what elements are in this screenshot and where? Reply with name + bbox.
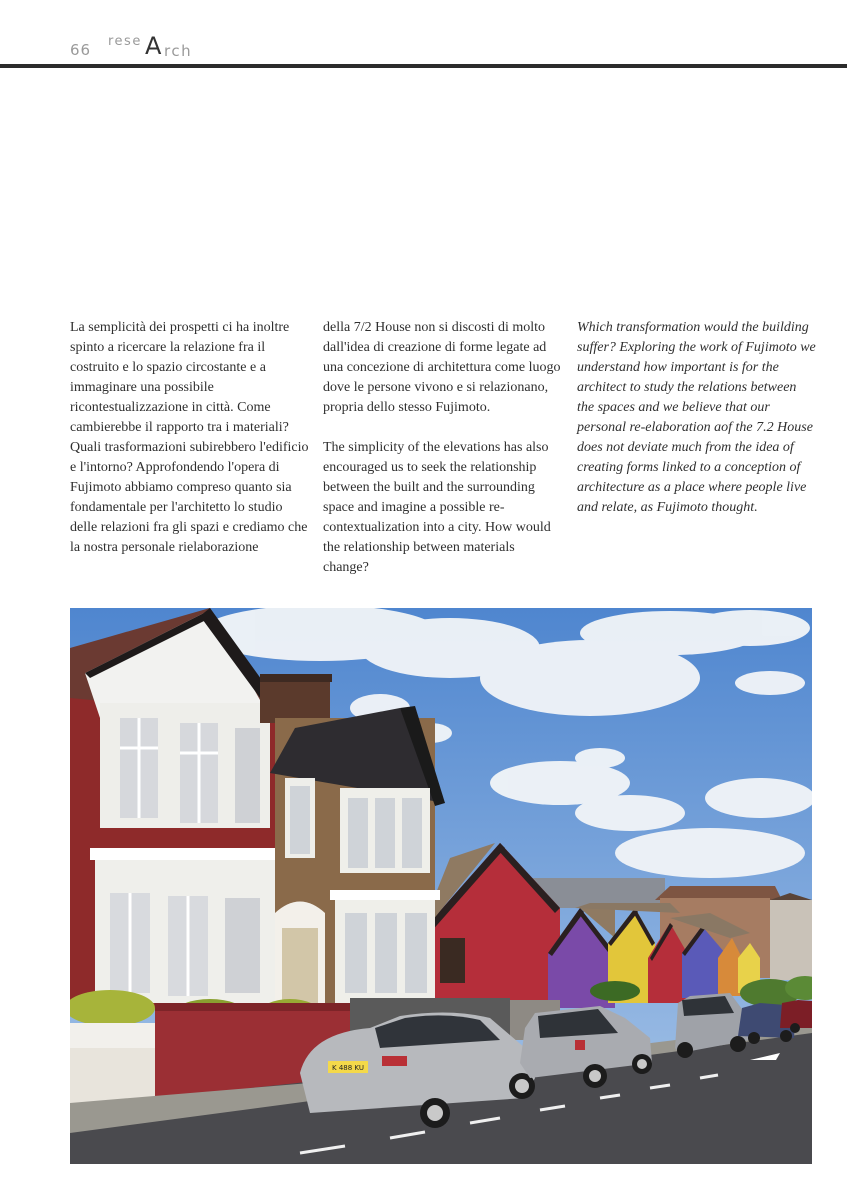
section-title-capital: A (145, 32, 162, 60)
car-plate: K 488 KU (332, 1064, 364, 1072)
section-title-suffix: rch (164, 42, 193, 60)
header-rule (0, 64, 847, 68)
english-paragraph-1: The simplicity of the elevations has also encouraged us to seek the relationship between the built and the surrounding space and imagine a possible re-contextualization into a city. How would the relationship between materials change? (323, 440, 551, 575)
street-photo (70, 608, 812, 1164)
italian-paragraph-1: La semplicità dei prospetti ci ha inoltre spinto a ricercare la relazione fra il costruito e lo spazio circostante e a immaginare una possibile ricontestualizzazione in città. Come cambierebbe il rapporto tra i materiali? Quali trasformazioni subirebbero l'edificio e l'intorno? Approfondendo l'opera di Fujimoto abbiamo compreso quanto sia fondamentale per l'architetto lo studio delle relazioni fra gli spazi e crediamo che la nostra personale rielaborazione (70, 320, 309, 555)
street-photo-illustration (70, 608, 812, 1164)
text-column-english (577, 318, 817, 518)
section-title-prefix: rese (108, 34, 142, 49)
italian-paragraph-2: della 7/2 House non si discosti di molto dall'idea di creazione di forme legate ad una concezione di architettura come luogo dove le persone vivono e si relazionano, propria dello stesso Fujimoto. (323, 320, 561, 415)
text-column-middle (323, 318, 563, 578)
english-paragraph-2: Which transformation would the building suffer? Exploring the work of Fujimoto we understand how important is for the architect to study the relations between the spaces and we believe that our personal re-elaboration aof the 7.2 House does not deviate much from the idea of creating forms linked to a conception of architecture as a place where people live and relate, as Fujimoto thought. (577, 320, 816, 515)
brown-brick-house (260, 674, 445, 1008)
page-header (0, 0, 847, 70)
page-number: 66 (70, 41, 92, 59)
text-column-italian (70, 318, 310, 558)
